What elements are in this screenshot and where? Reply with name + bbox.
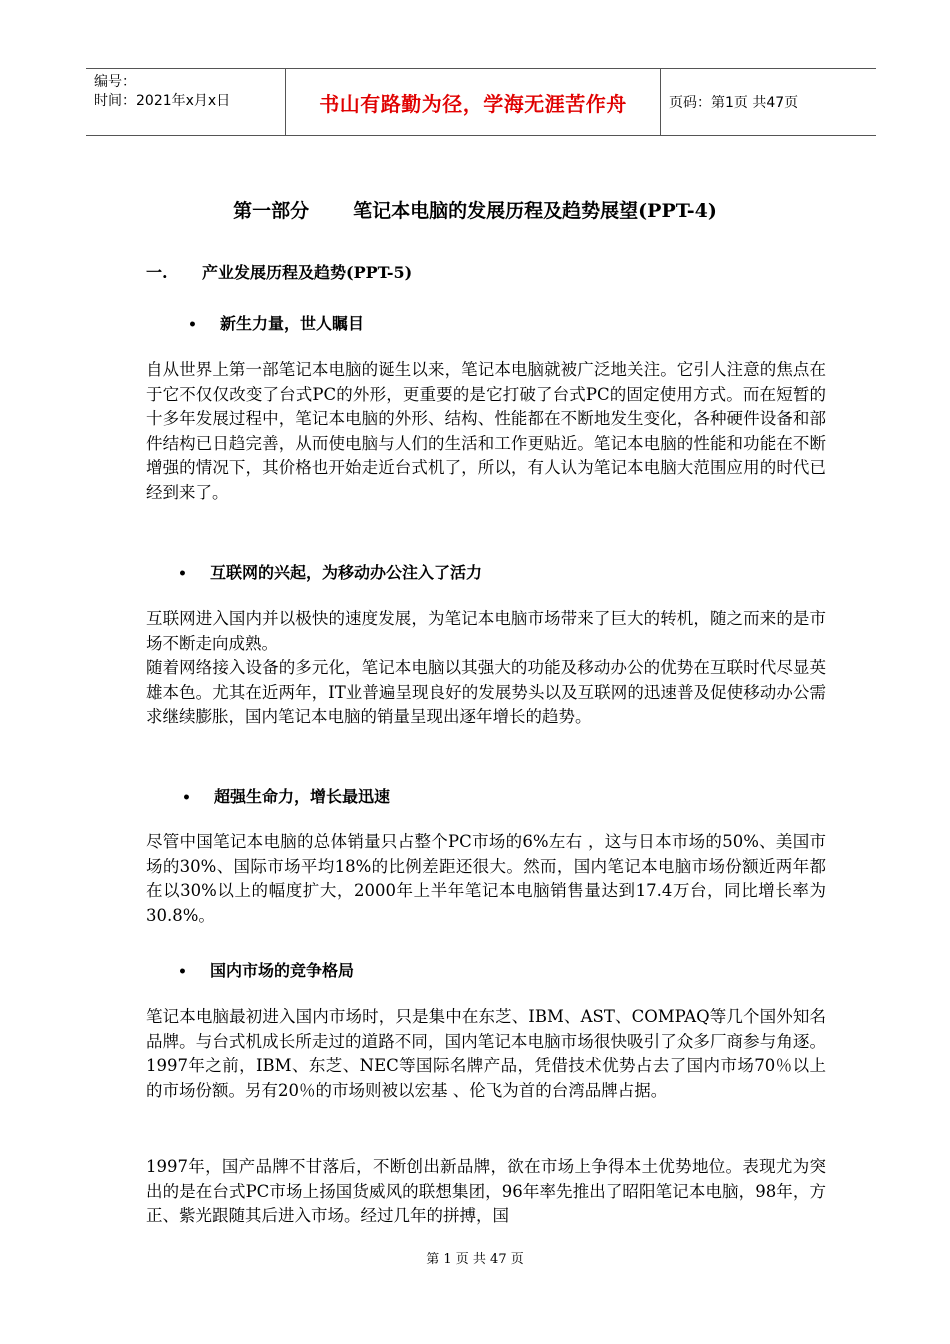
bullet-dot-icon: • — [182, 790, 191, 806]
paragraph: 1997年，国产品牌不甘落后，不断创出新品牌，欲在市场上争得本土优势地位。表现尤为突出的是在台式PC市场上扬国货威风的联想集团，96年率先推出了昭阳笔记本电脑，98年，方正、紫光跟随其后进入市场。经过几年的拼搏，国 — [146, 1157, 826, 1225]
bullet-text: 新生力量，世人瞩目 — [220, 314, 365, 333]
section-heading — [146, 260, 412, 283]
bullet-text: 国内市场的竞争格局 — [210, 961, 355, 980]
bullet-heading — [178, 958, 354, 981]
bullet-dot-icon: • — [178, 964, 187, 980]
header-meta-cell — [86, 69, 286, 135]
section-number: 一. — [146, 263, 168, 282]
header-motto: 书山有路勤为径，学海无涯苦作舟 — [286, 69, 661, 135]
doc-time-label: 时间：2021年x月x日 — [94, 93, 231, 109]
doc-number-label: 编号： — [94, 74, 136, 90]
page-footer: 第 1 页 共 47 页 — [426, 1252, 524, 1267]
bullet-heading — [188, 311, 364, 334]
title-part: 第一部分 — [233, 200, 310, 222]
bullet-text: 互联网的兴起，为移动办公注入了活力 — [210, 563, 483, 582]
title-text: 笔记本电脑的发展历程及趋势展望(PPT-4) — [353, 200, 717, 222]
paragraph: 随着网络接入设备的多元化，笔记本电脑以其强大的功能及移动办公的优势在互联时代尽显英雄本色。尤其在近两年，IT业普遍呈现良好的发展势头以及互联网的迅速普及促使移动办公需求继续膨胀，国内笔记本电脑的销量呈现出逐年增长的趋势。 — [146, 658, 826, 726]
header-table — [86, 68, 876, 136]
page-title — [0, 196, 950, 223]
bullet-dot-icon: • — [188, 317, 197, 333]
bullet-dot-icon: • — [178, 566, 187, 582]
paragraph: 尽管中国笔记本电脑的总体销量只占整个PC市场的6%左右 ，这与日本市场的50%、美国市场的30%、国际市场平均18%的比例差距还很大。然而，国内笔记本电脑市场份额近两年都在以30%以上的幅度扩大，2000年上半年笔记本电脑销售量达到17.4万台，同比增长率为30.8%。 — [146, 832, 826, 925]
paragraph: 笔记本电脑最初进入国内市场时，只是集中在东芝、IBM、AST、COMPAQ等几个国外知名品牌。与台式机成长所走过的道路不同，国内笔记本电脑市场很快吸引了众多厂商参与角逐。1997年之前，IBM、东芝、NEC等国际名牌产品，凭借技术优势占去了国内市场70％以上的市场份额。另有20％的市场则被以宏基 、伦飞为首的台湾品牌占据。 — [146, 1007, 826, 1100]
bullet-text: 超强生命力，增长最迅速 — [214, 787, 391, 806]
bullet-heading — [182, 784, 390, 807]
paragraph: 自从世界上第一部笔记本电脑的诞生以来，笔记本电脑就被广泛地关注。它引人注意的焦点在于它不仅仅改变了台式PC的外形，更重要的是它打破了台式PC的固定使用方式。而在短暂的十多年发展过程中，笔记本电脑的外形、结构、性能都在不断地发生变化，各种硬件设备和部件结构已日趋完善，从而使电脑与人们的生活和工作更贴近。笔记本电脑的性能和功能在不断增强的情况下，其价格也开始走近台式机了，所以，有人认为笔记本电脑大范围应用的时代已经到来了。 — [146, 360, 826, 502]
bullet-heading — [178, 560, 482, 583]
header-page-label: 页码：第1页 共47页 — [669, 95, 799, 111]
paragraph: 互联网进入国内并以极快的速度发展，为笔记本电脑市场带来了巨大的转机，随之而来的是市场不断走向成熟。 — [146, 609, 826, 653]
section-title: 产业发展历程及趋势(PPT-5) — [202, 263, 413, 282]
